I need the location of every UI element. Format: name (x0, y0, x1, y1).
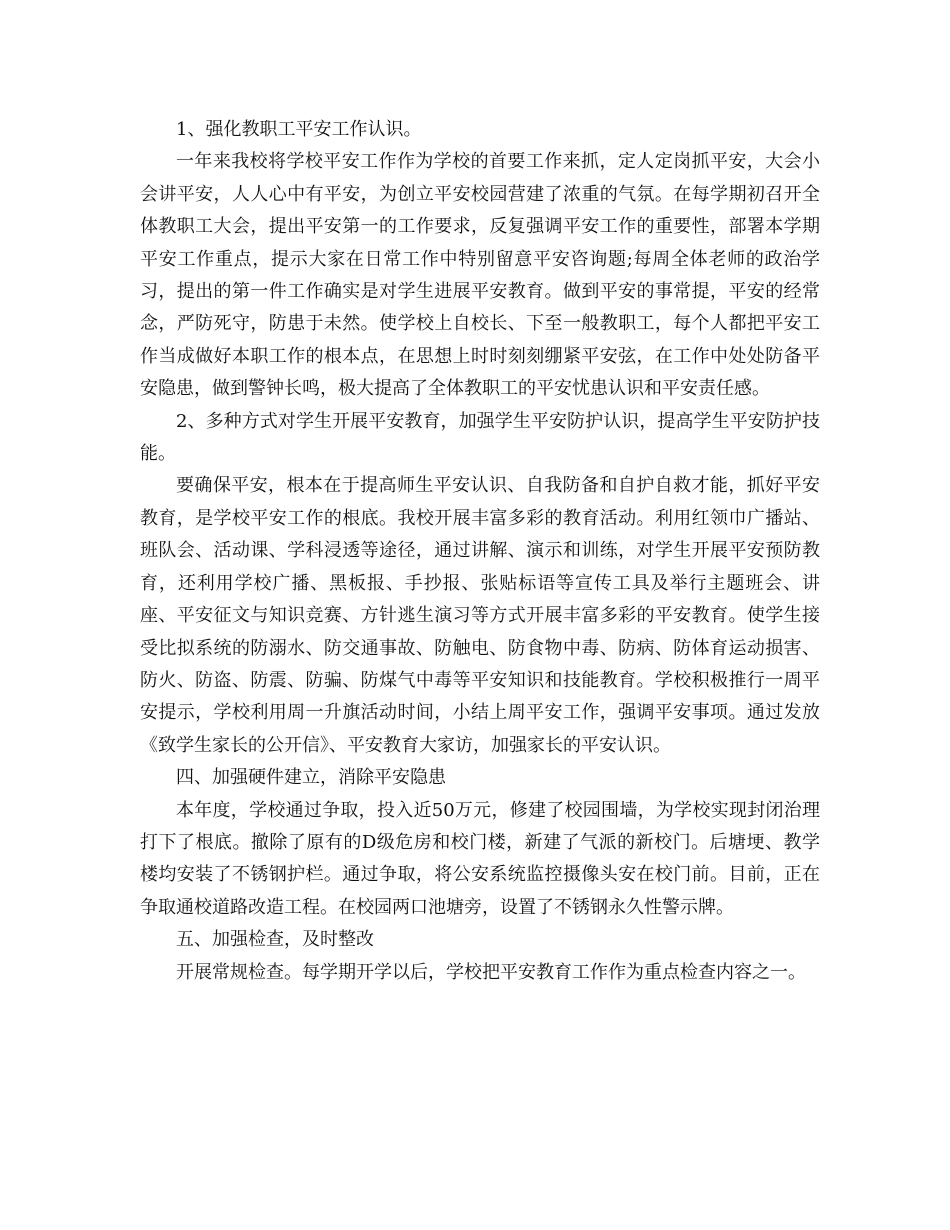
paragraph-inspection: 开展常规检查。每学期开学以后，学校把平安教育工作作为重点检查内容之一。 (176, 961, 806, 983)
paragraph-staff-awareness: 一年来我校将学校平安工作作为学校的首要工作来抓，定人定岗抓平安，大会小会讲平安，人人心中有平安，为创立平安校园营建了浓重的气氛。在每学期初召开全体教职工大会，提出平安第一的工作要求，反复强调平安工作的重要性，部署本学期平安工作重点，提示大家在日常工作中特别留意平安咨询题;每周全体老师的政治学习，提出的第一件工作确实是对学生进展平安教育。做到平安的事常提，平安的经常念，严防死守，防患于未然。使学校上自校长、下至一般教职工，每个人都把平安工作当成做好本职工作的根本点，在思想上时时刻刻绷紧平安弦，在工作中处处防备平安隐患，做到警钟长鸣，极大提高了全体教职工的平安忧患认识和平安责任感。 (140, 151, 820, 400)
heading-student-education: 2、多种方式对学生开展平安教育，加强学生平安防护认识，提高学生平安防护技能。 (140, 410, 820, 465)
heading-inspection: 五、加强检查，及时整改 (176, 929, 374, 951)
paragraph-hardware: 本年度，学校通过争取，投入近50万元，修建了校园围墙，为学校实现封闭治理打下了根底。撤除了原有的D级危房和校门楼，新建了气派的新校门。后塘埂、教学楼均安装了不锈钢护栏。通过争取，将公安系统监控摄像头安在校门前。目前，正在争取通校道路改造工程。在校园两口池塘旁，设置了不锈钢永久性警示牌。 (140, 799, 820, 918)
heading-staff-awareness: 1、强化教职工平安工作认识。 (176, 119, 422, 140)
heading-hardware: 四、加强硬件建立，消除平安隐患 (176, 767, 446, 789)
paragraph-student-education: 要确保平安，根本在于提高师生平安认识、自我防备和自护自救才能，抓好平安教育，是学校平安工作的根底。我校开展丰富多彩的教育活动。利用红领巾广播站、班队会、活动课、学科浸透等途径，通过讲解、演示和训练，对学生开展平安预防教育，还利用学校广播、黑板报、手抄报、张贴标语等宣传工具及举行主题班会、讲座、平安征文与知识竞赛、方针逃生演习等方式开展丰富多彩的平安教育。使学生接受比拟系统的防溺水、防交通事故、防触电、防食物中毒、防病、防体育运动损害、防火、防盗、防震、防骗、防煤气中毒等平安知识和技能教育。学校积极推行一周平安提示，学校利用周一升旗活动时间，小结上周平安工作，强调平安事项。通过发放《致学生家长的公开信》、平安教育大家访，加强家长的平安认识。 (140, 475, 820, 756)
